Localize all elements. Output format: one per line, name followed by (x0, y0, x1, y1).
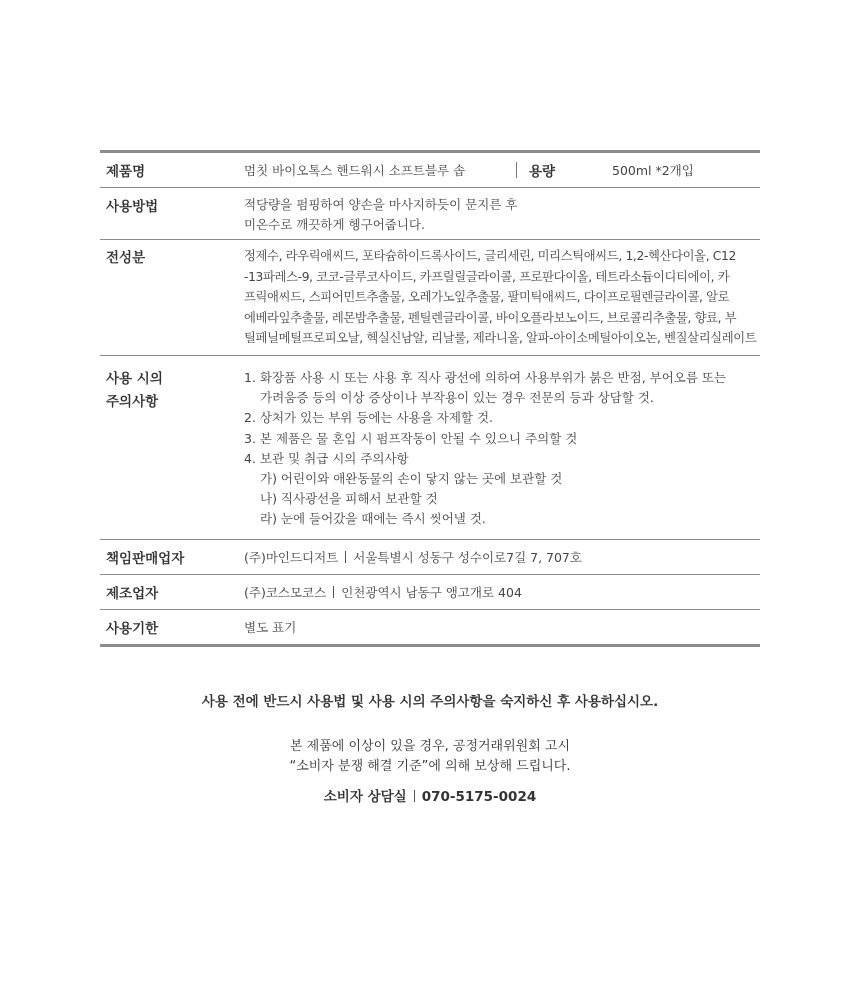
manufacturer-label: 제조업자 (106, 586, 159, 602)
caution-subitem: 라) 눈에 들어갔을 때에는 즉시 씻어낼 것. (260, 511, 486, 527)
row-seller (100, 539, 760, 574)
compensation-line: “소비자 분쟁 해결 기준”에 의해 보상해 드립니다. (289, 759, 571, 774)
usage-notice: 사용 전에 반드시 사용법 및 사용 시의 주의사항을 숙지하신 후 사용하십시오. (201, 694, 659, 710)
compensation-line: 본 제품에 이상이 있을 경우, 공정거래위원회 고시 (289, 739, 571, 754)
caution-item: 1. 화장품 사용 시 또는 사용 후 직사 광선에 의하여 사용부위가 붉은 반점, 부어오름 또는 (244, 370, 727, 385)
usage-label: 사용방법 (106, 199, 159, 215)
row-ingredients (100, 239, 760, 355)
expiry-value: 별도 표기 (244, 620, 297, 635)
manufacturer-value (244, 583, 760, 601)
volume-label: 용량 (529, 164, 556, 180)
product-name-label: 제품명 (106, 164, 146, 180)
product-name-cell (244, 160, 760, 180)
expiry-label: 사용기한 (106, 621, 159, 637)
volume-value: 500ml *2개입 (612, 163, 694, 178)
product-info-table (100, 150, 760, 647)
divider (516, 162, 517, 178)
ingredients-line: 정제수, 라우릭애씨드, 포타슘하이드록사이드, 글리세린, 미리스틱애씨드, 1,2-헥산다이올, C12 (244, 249, 736, 263)
row-usage (100, 187, 760, 239)
row-product-name (100, 153, 760, 187)
customer-service (0, 785, 860, 805)
usage-line: 미온수로 깨끗하게 헹구어줍니다. (244, 217, 425, 232)
caution-label-line: 사용 시의 (106, 371, 163, 387)
ingredients-line: 틸페닐메틸프로피오날, 헥실신남알, 리날룰, 제라니올, 알파-아이소메틸아이오논, 벤질살리실레이트 (244, 331, 757, 345)
usage-line: 적당량을 펌핑하여 양손을 마사지하듯이 문지른 후 (244, 197, 518, 212)
seller-address: 서울특별시 성동구 성수이로7길 7, 707호 (353, 550, 582, 565)
caution-value (244, 368, 760, 539)
row-expiry (100, 609, 760, 644)
ingredients-line: 에베라잎추출물, 레몬밤추출물, 펜틸렌글라이콜, 바이오플라보노이드, 브로콜리추출물, 향료, 부 (244, 310, 737, 325)
seller-value (244, 548, 760, 566)
manufacturer-company: (주)코스모코스 (244, 585, 327, 600)
seller-company: (주)마인드디저트 (244, 550, 339, 565)
ingredients-value (244, 246, 760, 355)
row-caution (100, 355, 760, 539)
manufacturer-address: 인천광역시 남동구 앵고개로 404 (341, 585, 522, 600)
customer-service-phone: 070-5175-0024 (421, 789, 537, 805)
ingredients-line: -13파레스-9, 코코-글루코사이드, 카프릴릴글라이콜, 프로판다이올, 테트라소듐이디티에이, 카 (244, 269, 730, 284)
ingredients-line: 프릭애씨드, 스피어민트추출물, 오레가노잎추출물, 팔미틱애씨드, 다이프로필렌글라이콜, 알로 (244, 290, 730, 304)
caution-item: 3. 본 제품은 물 혼입 시 펌프작동이 안될 수 있으니 주의할 것 (244, 430, 578, 446)
product-name-value: 멈칫 바이오톡스 핸드워시 소프트블루 솝 (244, 163, 466, 178)
divider (345, 551, 346, 563)
seller-label: 책임판매업자 (106, 551, 185, 567)
caution-label-line: 주의사항 (106, 394, 159, 410)
row-manufacturer (100, 574, 760, 609)
caution-item: 2. 상처가 있는 부위 등에는 사용을 자제할 것. (244, 410, 493, 426)
caution-label (100, 368, 244, 539)
divider (333, 586, 334, 598)
divider (414, 790, 415, 802)
caution-item: 가려움증 등의 이상 증상이나 부작용이 있는 경우 전문의 등과 상담할 것. (260, 390, 654, 406)
caution-subitem: 나) 직사광선을 피해서 보관할 것 (260, 491, 438, 507)
caution-subitem: 가) 어린이와 애완동물의 손이 닿지 않는 곳에 보관할 것 (260, 471, 563, 487)
ingredients-label: 전성분 (106, 250, 146, 266)
customer-service-label: 소비자 상담실 (323, 789, 407, 805)
caution-item: 4. 보관 및 취급 시의 주의사항 (244, 450, 409, 466)
usage-value (244, 195, 760, 239)
